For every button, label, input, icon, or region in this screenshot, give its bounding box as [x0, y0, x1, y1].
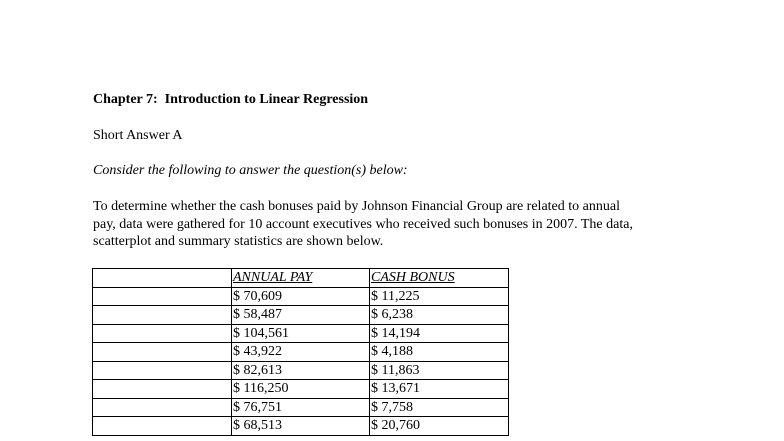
cash-bonus-cell: $ 13,671 — [370, 380, 509, 399]
row-label-cell — [93, 306, 232, 325]
chapter-title: Chapter 7: Introduction to Linear Regression — [93, 92, 369, 107]
table-row — [93, 324, 509, 343]
paragraph-line: To determine whether the cash bonuses paid by Johnson Financial Group are related to annual — [93, 199, 620, 214]
annual-pay-cell: $ 68,513 — [232, 417, 370, 436]
row-label-cell — [93, 287, 232, 306]
paragraph-line: scatterplot and summary statistics are shown below. — [93, 234, 384, 249]
pay-bonus-table — [92, 268, 509, 436]
row-label-cell — [93, 380, 232, 399]
annual-pay-cell: $ 104,561 — [232, 324, 370, 343]
section-label: Short Answer A — [93, 128, 183, 143]
table-row — [93, 306, 509, 325]
cash-bonus-cell: $ 11,863 — [370, 361, 509, 380]
table-row — [93, 343, 509, 362]
header-cell-annual-pay: ANNUAL PAY — [232, 269, 370, 288]
cash-bonus-cell: $ 14,194 — [370, 324, 509, 343]
header-cell-cash-bonus: CASH BONUS — [370, 269, 509, 288]
cash-bonus-cell: $ 20,760 — [370, 417, 509, 436]
annual-pay-cell: $ 70,609 — [232, 287, 370, 306]
annual-pay-cell: $ 58,487 — [232, 306, 370, 325]
row-label-cell — [93, 398, 232, 417]
cash-bonus-cell: $ 11,225 — [370, 287, 509, 306]
table-row — [93, 398, 509, 417]
table-row — [93, 287, 509, 306]
cash-bonus-cell: $ 4,188 — [370, 343, 509, 362]
header-cell-blank — [93, 269, 232, 288]
table-header-row — [93, 269, 509, 288]
annual-pay-cell: $ 76,751 — [232, 398, 370, 417]
row-label-cell — [93, 324, 232, 343]
instruction-text: Consider the following to answer the question(s) below: — [93, 163, 408, 178]
annual-pay-cell: $ 43,922 — [232, 343, 370, 362]
table-row — [93, 417, 509, 436]
table-row — [93, 361, 509, 380]
paragraph-line: pay, data were gathered for 10 account executives who received such bonuses in 2007. The data, — [93, 216, 633, 232]
table-row — [93, 380, 509, 399]
row-label-cell — [93, 343, 232, 362]
row-label-cell — [93, 361, 232, 380]
annual-pay-cell: $ 82,613 — [232, 361, 370, 380]
intro-paragraph — [93, 198, 703, 251]
cash-bonus-cell: $ 7,758 — [370, 398, 509, 417]
cash-bonus-cell: $ 6,238 — [370, 306, 509, 325]
annual-pay-cell: $ 116,250 — [232, 380, 370, 399]
row-label-cell — [93, 417, 232, 436]
